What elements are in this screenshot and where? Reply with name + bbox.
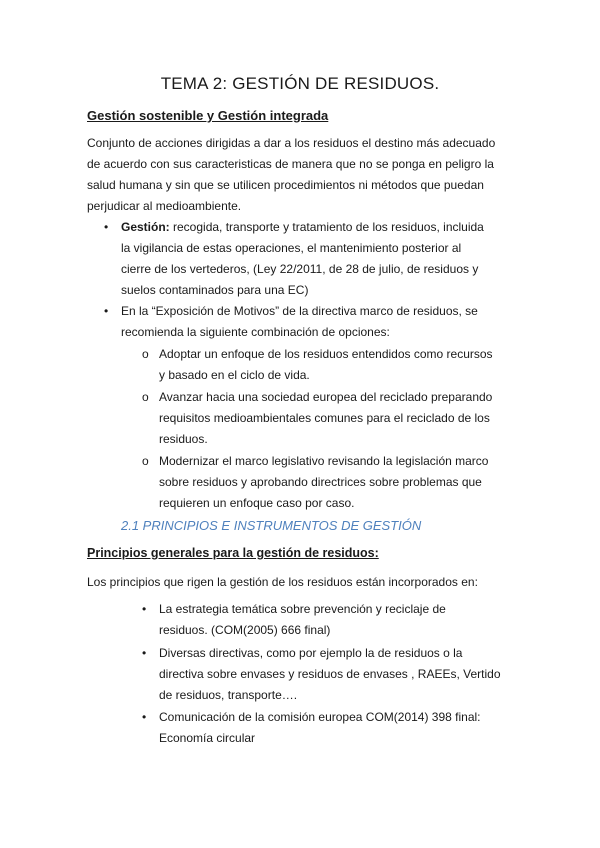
- sub-bullet-line: requisitos medioambientales comunes para el reciclado de los: [159, 411, 490, 425]
- bullet-line: suelos contaminados para una EC): [121, 283, 309, 297]
- bullet-line: [121, 217, 518, 238]
- principle-item: [159, 707, 517, 749]
- bullet-line: cierre de los vertederos, (Ley 22/2011, de 28 de julio, de residuos y: [121, 262, 479, 276]
- sub-bullet-item: [159, 387, 517, 450]
- bullet-term: Gestión:: [121, 220, 170, 234]
- bullet-line-text: recogida, transporte y tratamiento de los residuos, incluida: [169, 220, 484, 234]
- principle-line: Comunicación de la comisión europea COM(2014) 398 final:: [159, 710, 481, 724]
- bullet-marker: •: [142, 646, 147, 660]
- sub-bullet-line: Adoptar un enfoque de los residuos entendidos como recursos: [159, 347, 493, 361]
- principle-line: La estrategia temática sobre prevención y reciclaje de: [159, 602, 446, 616]
- principle-line: directiva sobre envases y residuos de envases , RAEEs, Vertido: [159, 667, 501, 681]
- intro-paragraph: [87, 133, 517, 217]
- document-title: TEMA 2: GESTIÓN DE RESIDUOS.: [160, 74, 440, 93]
- bullet-marker: •: [104, 304, 109, 318]
- sub-bullet-line: residuos.: [159, 432, 208, 446]
- bullet-line: En la “Exposición de Motivos” de la directiva marco de residuos, se: [121, 304, 478, 318]
- sub-bullet-marker: o: [142, 390, 149, 404]
- sub-bullet-line: Modernizar el marco legislativo revisando la legislación marco: [159, 454, 489, 468]
- bullet-line: la vigilancia de estas operaciones, el mantenimiento posterior al: [121, 241, 462, 255]
- bullet-gestion: [121, 217, 518, 301]
- bullet-marker: •: [142, 710, 147, 724]
- bullet-marker: •: [142, 602, 147, 616]
- sub-bullet-item: [159, 344, 517, 386]
- bullet-marker: •: [104, 220, 109, 234]
- subsection-heading: 2.1 PRINCIPIOS E INSTRUMENTOS DE GESTIÓN: [121, 518, 422, 533]
- sub-bullet-marker: o: [142, 454, 149, 468]
- sub-bullet-marker: o: [142, 347, 149, 361]
- sub-bullet-item: [159, 451, 517, 514]
- principles-intro: Los principios que rigen la gestión de los residuos están incorporados en:: [87, 575, 478, 589]
- principle-line: residuos. (COM(2005) 666 final): [159, 623, 331, 637]
- principle-line: de residuos, transporte….: [159, 688, 298, 702]
- principles-heading: Principios generales para la gestión de residuos:: [87, 546, 379, 560]
- intro-line: salud humana y sin que se utilicen procedimientos ni métodos que puedan: [87, 178, 484, 192]
- principle-item: [159, 599, 517, 641]
- intro-line: perjudicar al medioambiente.: [87, 199, 242, 213]
- sub-bullet-line: Avanzar hacia una sociedad europea del reciclado preparando: [159, 390, 493, 404]
- principle-item: [159, 643, 517, 706]
- sub-bullet-line: requieren un enfoque caso por caso.: [159, 496, 355, 510]
- bullet-exposicion: [121, 301, 518, 343]
- intro-line: Conjunto de acciones dirigidas a dar a los residuos el destino más adecuado: [87, 136, 496, 150]
- sub-bullet-line: y basado en el ciclo de vida.: [159, 368, 310, 382]
- section-heading: Gestión sostenible y Gestión integrada: [87, 108, 329, 123]
- bullet-line: recomienda la siguiente combinación de opciones:: [121, 325, 390, 339]
- principle-line: Economía circular: [159, 731, 256, 745]
- intro-line: de acuerdo con sus caracteristicas de manera que no se ponga en peligro la: [87, 157, 494, 171]
- sub-bullet-line: sobre residuos y aprobando directrices sobre problemas que: [159, 475, 482, 489]
- principle-line: Diversas directivas, como por ejemplo la de residuos o la: [159, 646, 463, 660]
